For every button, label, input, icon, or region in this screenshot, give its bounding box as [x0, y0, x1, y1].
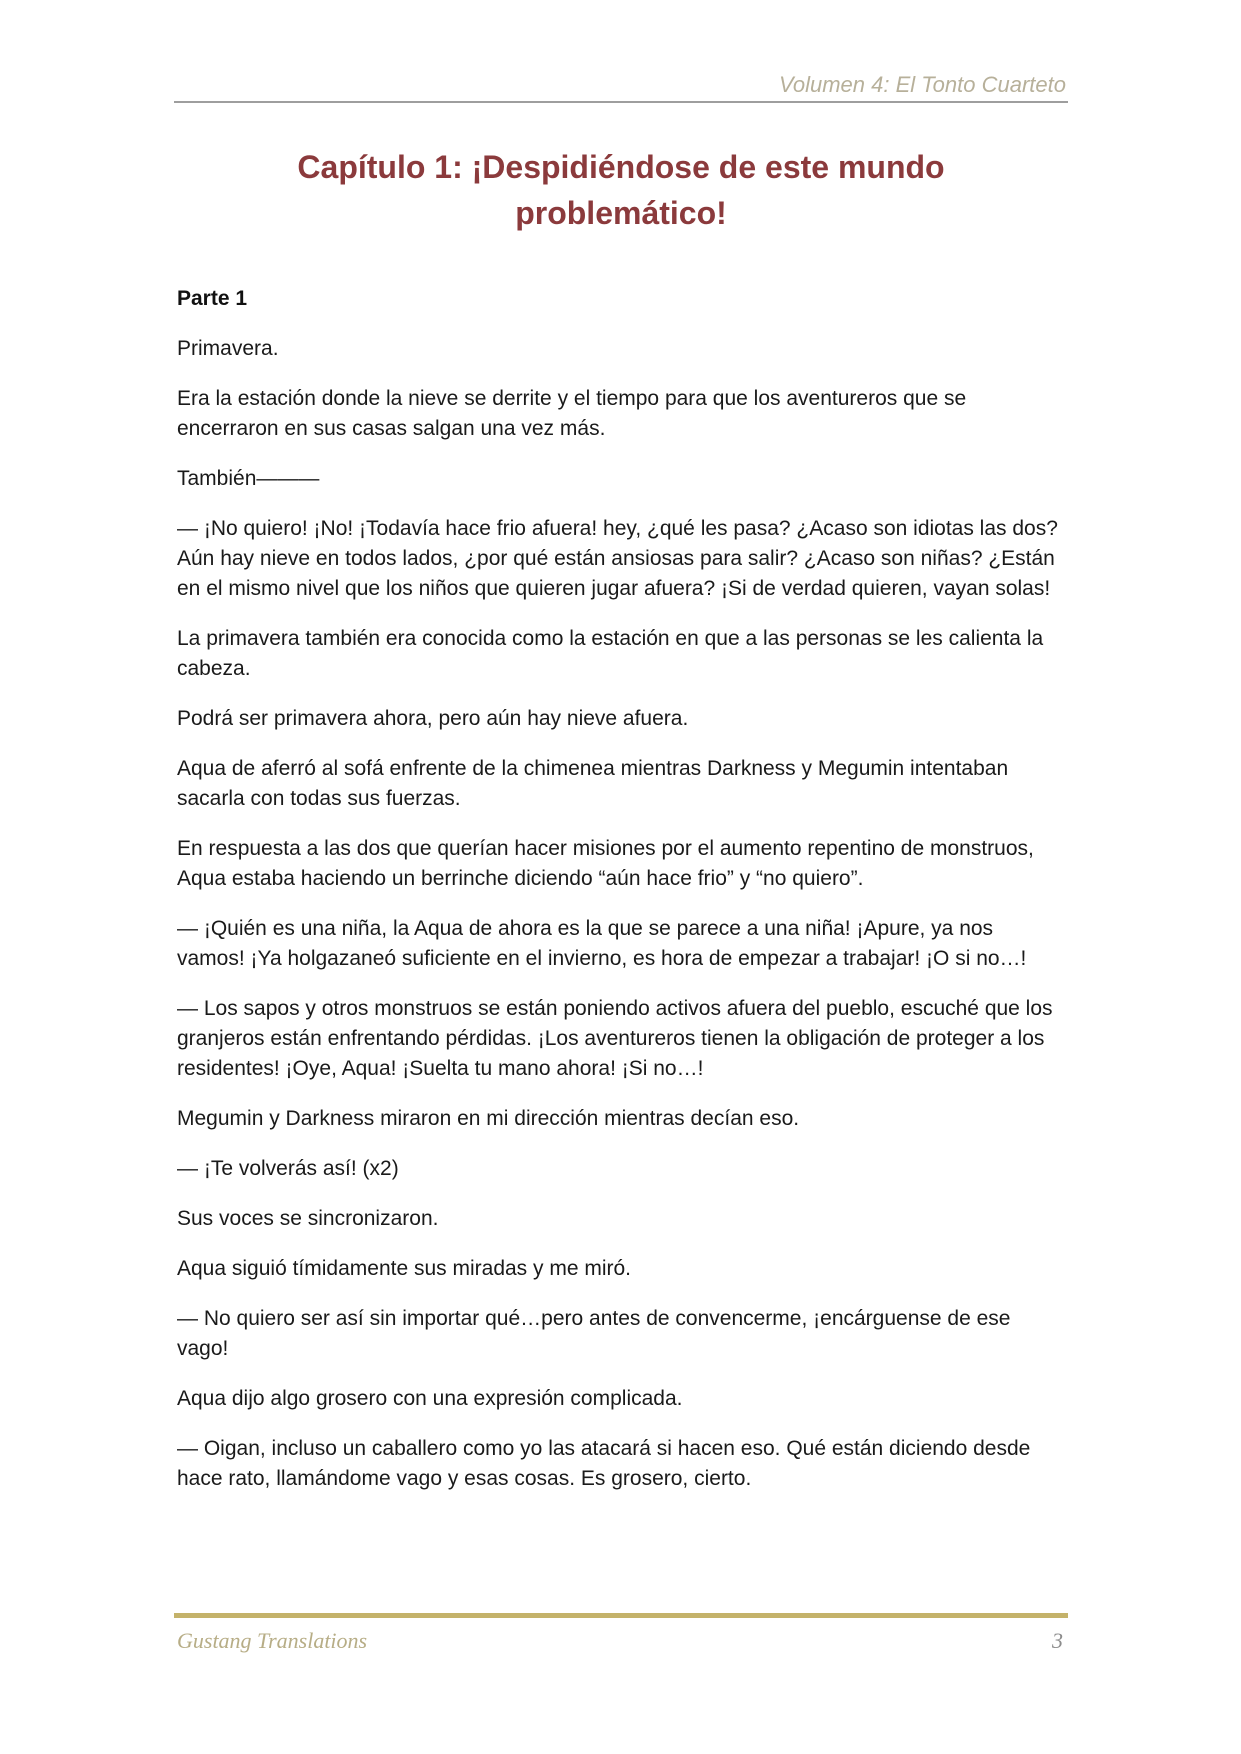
paragraph: Podrá ser primavera ahora, pero aún hay nieve afuera.	[177, 707, 689, 730]
paragraph: La primavera también era conocida como la estación en que a las personas se les calienta la cabeza.	[177, 627, 1044, 680]
chapter-body	[177, 284, 1063, 1514]
paragraph: Sus voces se sincronizaron.	[177, 1207, 439, 1230]
paragraph: — Los sapos y otros monstruos se están poniendo activos afuera del pueblo, escuché que los granjeros están enfrentando pérdidas. ¡Los aventureros tienen la obligación de proteger a los residentes! ¡Oye, Aqua! ¡Suelta tu mano ahora! ¡Si no…!	[177, 997, 1053, 1080]
chapter-title-line-2: problemático!	[515, 195, 727, 231]
footer-publisher: Gustang Translations	[177, 1628, 368, 1653]
paragraph: Aqua de aferró al sofá enfrente de la chimenea mientras Darkness y Megumin intentaban sacarla con todas sus fuerzas.	[177, 757, 1009, 810]
paragraph: — ¡No quiero! ¡No! ¡Todavía hace frio afuera! hey, ¿qué les pasa? ¿Acaso son idiotas las dos? Aún hay nieve en todos lados, ¿por qué están ansiosas para salir? ¿Acaso son niñas? ¿Están en el mismo nivel que los niños que quieren jugar afuera? ¡Si de verdad quieren, vayan solas!	[177, 517, 1058, 600]
paragraph: Megumin y Darkness miraron en mi dirección mientras decían eso.	[177, 1107, 800, 1130]
chapter-title-line-1: Capítulo 1: ¡Despidiéndose de este mundo	[297, 149, 945, 185]
section-heading: Parte 1	[177, 287, 248, 310]
paragraph: Primavera.	[177, 337, 279, 360]
paragraph: Era la estación donde la nieve se derrite y el tiempo para que los aventureros que se encerraron en sus casas salgan una vez más.	[177, 387, 967, 440]
paragraph: También———	[177, 467, 320, 490]
footer-divider	[174, 1613, 1068, 1618]
paragraph: Aqua siguió tímidamente sus miradas y me miró.	[177, 1257, 632, 1280]
paragraph: — Oigan, incluso un caballero como yo las atacará si hacen eso. Qué están diciendo desde hace rato, llamándome vago y esas cosas. Es grosero, cierto.	[177, 1437, 1031, 1490]
running-header-title: Volumen 4: El Tonto Cuarteto	[779, 72, 1066, 97]
paragraph: — ¡Te volverás así! (x2)	[177, 1157, 399, 1180]
paragraph: — ¡Quién es una niña, la Aqua de ahora es la que se parece a una niña! ¡Apure, ya nos vamos! ¡Ya holgazaneó suficiente en el invierno, es hora de empezar a trabajar! ¡O si no…!	[177, 917, 1027, 970]
paragraph: — No quiero ser así sin importar qué…pero antes de convencerme, ¡encárguense de ese vago!	[177, 1307, 1011, 1360]
header-divider	[174, 101, 1068, 103]
paragraph: En respuesta a las dos que querían hacer misiones por el aumento repentino de monstruos, Aqua estaba haciendo un berrinche diciendo “aún hace frio” y “no quiero”.	[177, 837, 1034, 890]
paragraph: Aqua dijo algo grosero con una expresión complicada.	[177, 1387, 683, 1410]
chapter-title	[174, 144, 1068, 236]
page-number: 3	[1052, 1628, 1063, 1653]
